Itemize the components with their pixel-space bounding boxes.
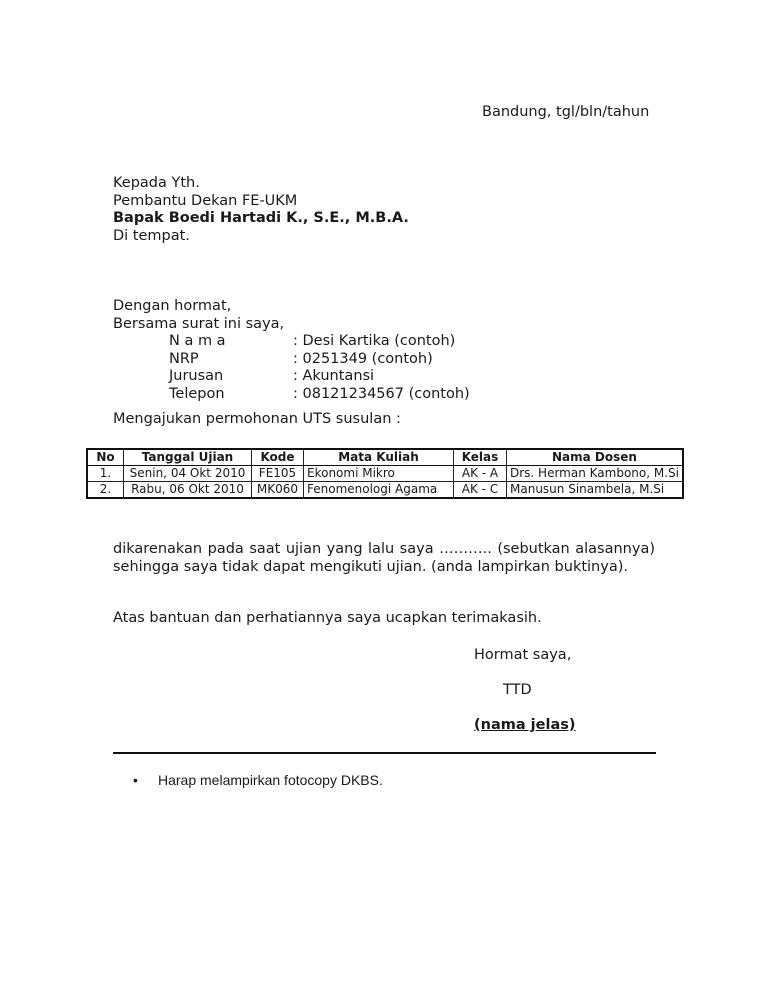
header-no: No: [87, 449, 124, 466]
field-row-jurusan: [169, 368, 470, 386]
recipient-line-1: Kepada Yth.: [113, 175, 200, 191]
thanks-line: Atas bantuan dan perhatiannya saya ucapkan terimakasih.: [113, 610, 542, 626]
greeting: Dengan hormat,: [113, 298, 232, 314]
cell-code: FE105: [252, 466, 304, 482]
identity-fields: [169, 333, 470, 403]
field-label: N a m a: [169, 333, 226, 349]
cell-course: Ekonomi Mikro: [304, 466, 454, 482]
bullet-icon: •: [133, 772, 138, 788]
cell-lecturer: Manusun Sinambela, M.Si: [507, 482, 684, 499]
exam-table: [86, 448, 684, 499]
place-date: Bandung, tgl/bln/tahun: [482, 104, 650, 120]
header-code: Kode: [252, 449, 304, 466]
field-row-nrp: [169, 351, 470, 369]
field-row-telepon: [169, 386, 470, 404]
signer-name: (nama jelas): [474, 717, 576, 733]
signature-placeholder: TTD: [503, 682, 532, 698]
greeting-block: [113, 298, 284, 333]
header-lecturer: Nama Dosen: [507, 449, 684, 466]
divider: [113, 752, 656, 754]
field-row-nama: [169, 333, 470, 351]
field-value: : 0251349 (contoh): [293, 350, 433, 367]
cell-class: AK - C: [454, 482, 507, 499]
cell-date: Senin, 04 Okt 2010: [124, 466, 252, 482]
table-header-row: [87, 449, 683, 466]
closing: Hormat saya,: [474, 647, 572, 663]
cell-class: AK - A: [454, 466, 507, 482]
cell-course: Fenomenologi Agama: [304, 482, 454, 499]
field-label: Jurusan: [169, 368, 224, 384]
field-label: Telepon: [169, 385, 225, 402]
field-label: NRP: [169, 350, 199, 367]
field-value: : Akuntansi: [293, 368, 375, 384]
header-class: Kelas: [454, 449, 507, 466]
note-item: [133, 772, 383, 789]
cell-lecturer: Drs. Herman Kambono, M.Si: [507, 466, 684, 482]
cell-no: 2.: [87, 482, 124, 499]
header-course: Mata Kuliah: [304, 449, 454, 466]
table-row: [87, 466, 683, 482]
recipient-line-2: Pembantu Dekan FE-UKM: [113, 192, 298, 209]
recipient-name: Bapak Boedi Hartadi K., S.E., M.B.A.: [113, 210, 409, 226]
opening-line: Bersama surat ini saya,: [113, 315, 285, 332]
cell-code: MK060: [252, 482, 304, 499]
request-intro: Mengajukan permohonan UTS susulan :: [113, 411, 401, 427]
table-row: [87, 482, 683, 499]
field-value: : Desi Kartika (contoh): [293, 333, 456, 349]
note-text: Harap melampirkan fotocopy DKBS.: [158, 772, 383, 788]
recipient-line-4: Di tempat.: [113, 227, 190, 244]
reason-paragraph: dikarenakan pada saat ujian yang lalu saya ……….. (sebutkan alasannya) sehingga saya tidak dapat mengikuti ujian. (anda lampirkan buktinya).: [113, 541, 655, 575]
field-value: : 08121234567 (contoh): [293, 385, 470, 402]
cell-no: 1.: [87, 466, 124, 482]
header-date: Tanggal Ujian: [124, 449, 252, 466]
recipient-block: [113, 175, 409, 245]
cell-date: Rabu, 06 Okt 2010: [124, 482, 252, 499]
